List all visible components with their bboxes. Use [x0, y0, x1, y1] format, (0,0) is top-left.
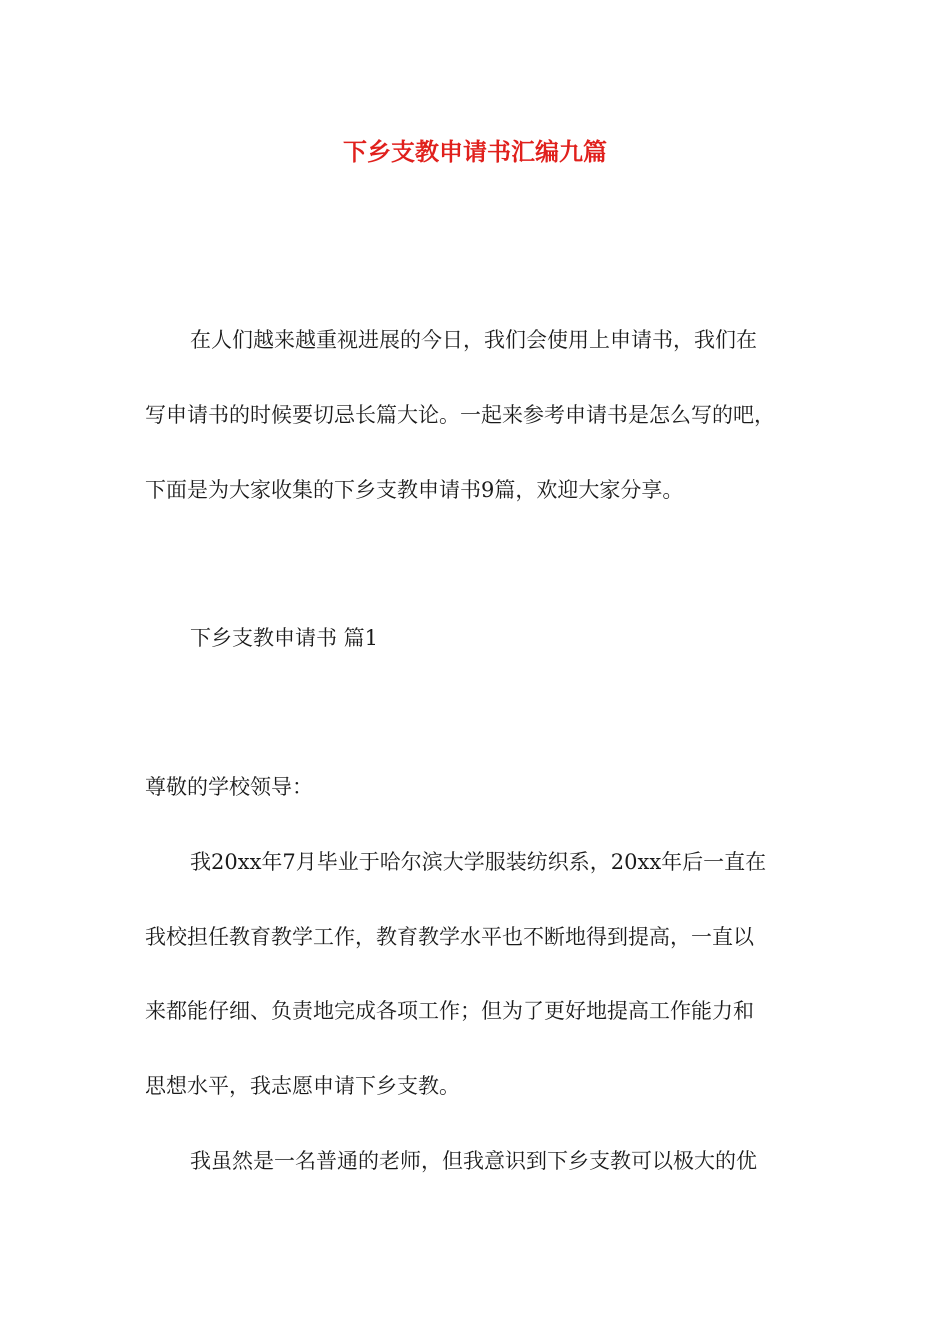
- paragraph1-line-3: 来都能仔细、负责地完成各项工作；但为了更好地提高工作能力和: [145, 999, 754, 1023]
- section-heading: 下乡支教申请书 篇1: [190, 626, 379, 650]
- intro-line-2: 写申请书的时候要切忌长篇大论。一起来参考申请书是怎么写的吧，: [145, 403, 775, 427]
- paragraph1-line-4: 思想水平，我志愿申请下乡支教。: [145, 1074, 460, 1098]
- salutation: 尊敬的学校领导：: [145, 775, 313, 799]
- paragraph1-line-2: 我校担任教育教学工作，教育教学水平也不断地得到提高，一直以: [145, 925, 754, 949]
- document-title: 下乡支教申请书汇编九篇: [343, 138, 607, 166]
- intro-line-3: 下面是为大家收集的下乡支教申请书9篇，欢迎大家分享。: [145, 478, 684, 502]
- paragraph1-line-1: 我20xx年7月毕业于哈尔滨大学服装纺织系，20xx年后一直在: [190, 850, 767, 874]
- paragraph2-line-1: 我虽然是一名普通的老师，但我意识到下乡支教可以极大的优: [190, 1149, 757, 1173]
- intro-line-1: 在人们越来越重视进展的今日，我们会使用上申请书，我们在: [190, 328, 757, 352]
